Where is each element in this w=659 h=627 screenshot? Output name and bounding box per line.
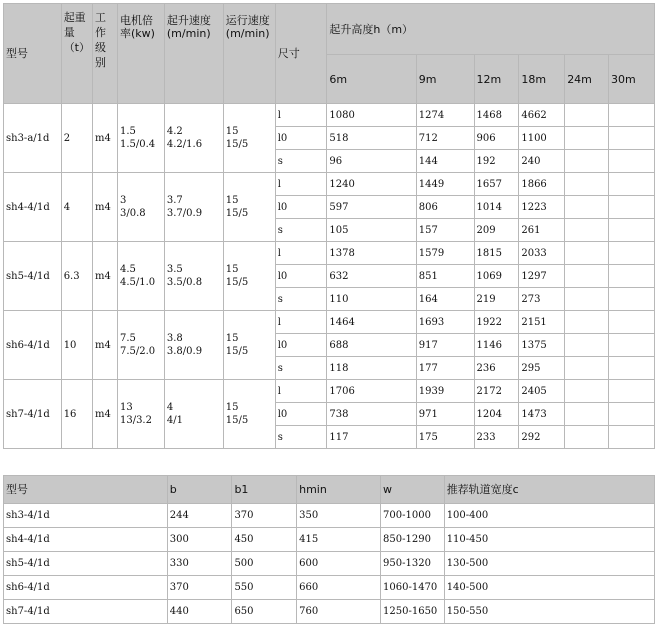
height-value-cell <box>565 219 609 242</box>
weight-cell: 10 <box>62 311 93 380</box>
motor-power-cell <box>118 380 165 449</box>
height-value-cell: 292 <box>519 426 565 449</box>
spec-row <box>4 311 655 334</box>
height-value-cell: 1693 <box>417 311 475 334</box>
size-cell: s <box>276 426 328 449</box>
height-value-cell <box>609 334 655 357</box>
dim-header-w: w <box>381 476 445 504</box>
dim-cell: 450 <box>232 528 297 552</box>
lift-speed-cell-value-dual: 4/1 <box>166 415 183 426</box>
height-value-cell: 105 <box>327 219 416 242</box>
height-value-cell: 518 <box>327 127 416 150</box>
height-value-cell: 177 <box>417 357 475 380</box>
travel-speed-cell-value-dual: 15/5 <box>225 346 249 357</box>
dim-header-b1: b1 <box>232 476 297 504</box>
height-value-cell <box>609 104 655 127</box>
travel-speed-cell <box>224 242 276 311</box>
height-value-cell: 597 <box>327 196 416 219</box>
size-cell: s <box>276 288 328 311</box>
height-value-cell <box>565 334 609 357</box>
spec-row <box>4 104 655 127</box>
height-value-cell <box>609 127 655 150</box>
motor-power-cell <box>118 242 165 311</box>
dim-cell: 150-550 <box>445 600 655 624</box>
height-value-cell <box>609 173 655 196</box>
height-value-cell: 2151 <box>519 311 565 334</box>
header-work-grade: 工作级别 <box>93 4 118 104</box>
model-cell: sh6-4/1d <box>4 311 62 380</box>
dim-header-hmin: hmin <box>297 476 381 504</box>
dim-cell: 130-500 <box>445 552 655 576</box>
height-value-cell: 192 <box>475 150 520 173</box>
height-value-cell: 96 <box>327 150 416 173</box>
height-value-cell: 1014 <box>475 196 520 219</box>
model-cell: sh7-4/1d <box>4 380 62 449</box>
height-value-cell: 1866 <box>519 173 565 196</box>
height-value-cell <box>609 219 655 242</box>
height-value-cell <box>565 288 609 311</box>
dimension-table <box>3 475 655 624</box>
lift-speed-cell <box>165 173 224 242</box>
height-value-cell <box>565 104 609 127</box>
height-value-cell <box>565 311 609 334</box>
dim-cell: 600 <box>297 552 381 576</box>
weight-cell: 6.3 <box>62 242 93 311</box>
header-height-18m: 18m <box>519 55 565 104</box>
dim-row <box>4 600 655 624</box>
spec-row <box>4 380 655 403</box>
height-value-cell <box>565 242 609 265</box>
travel-speed-cell-value-dual: 15/5 <box>225 277 249 288</box>
height-value-cell: 1468 <box>475 104 520 127</box>
height-value-cell: 240 <box>519 150 565 173</box>
height-value-cell <box>565 127 609 150</box>
dim-cell: 500 <box>232 552 297 576</box>
size-cell: l0 <box>276 265 328 288</box>
dim-cell: 660 <box>297 576 381 600</box>
height-value-cell <box>609 150 655 173</box>
height-value-cell <box>609 357 655 380</box>
height-value-cell <box>565 426 609 449</box>
header-travel-speed: 运行速度(m/min) <box>224 4 276 104</box>
height-value-cell: 1939 <box>417 380 475 403</box>
motor-power-cell-value: 4.5 <box>119 264 136 275</box>
lift-speed-cell-value: 3.8 <box>166 333 183 344</box>
lift-speed-cell-value: 4 <box>166 402 174 413</box>
dim-cell: sh3-4/1d <box>4 504 168 528</box>
height-value-cell: 2033 <box>519 242 565 265</box>
height-value-cell <box>609 311 655 334</box>
model-cell: sh3-a/1d <box>4 104 62 173</box>
hoist-spec-table <box>3 3 655 449</box>
size-cell: l0 <box>276 196 328 219</box>
header-motor-power: 电机倍率(kw) <box>118 4 165 104</box>
dim-row <box>4 504 655 528</box>
lift-speed-cell <box>165 380 224 449</box>
height-value-cell <box>565 403 609 426</box>
height-value-cell: 261 <box>519 219 565 242</box>
height-value-cell <box>565 265 609 288</box>
weight-cell: 16 <box>62 380 93 449</box>
header-height-6m: 6m <box>327 55 416 104</box>
header-height-9m: 9m <box>417 55 475 104</box>
motor-power-cell <box>118 173 165 242</box>
travel-speed-cell <box>224 173 276 242</box>
lift-speed-cell-value-dual: 3.7/0.9 <box>166 208 203 219</box>
height-value-cell <box>609 196 655 219</box>
size-cell: l0 <box>276 334 328 357</box>
spec-row <box>4 242 655 265</box>
motor-power-cell <box>118 104 165 173</box>
grade-cell: m4 <box>93 173 118 242</box>
size-cell: l <box>276 173 328 196</box>
height-value-cell: 712 <box>417 127 475 150</box>
height-value-cell: 632 <box>327 265 416 288</box>
motor-power-cell-value-dual: 3/0.8 <box>119 208 146 219</box>
dim-cell: 350 <box>297 504 381 528</box>
height-value-cell <box>609 426 655 449</box>
lift-speed-cell-value-dual: 3.5/0.8 <box>166 277 203 288</box>
dim-header-b: b <box>168 476 233 504</box>
header-height-30m: 30m <box>609 55 655 104</box>
dim-cell: 370 <box>232 504 297 528</box>
header-model: 型号 <box>4 4 62 104</box>
height-value-cell: 1922 <box>475 311 520 334</box>
grade-cell: m4 <box>93 311 118 380</box>
motor-power-cell-value-dual: 1.5/0.4 <box>119 139 156 150</box>
size-cell: l <box>276 380 328 403</box>
height-value-cell: 851 <box>417 265 475 288</box>
height-value-cell <box>609 380 655 403</box>
dim-row <box>4 552 655 576</box>
motor-power-cell-value-dual: 13/3.2 <box>119 415 152 426</box>
lift-speed-cell-value-dual: 3.8/0.9 <box>166 346 203 357</box>
header-height-12m: 12m <box>475 55 520 104</box>
height-value-cell: 175 <box>417 426 475 449</box>
lift-speed-cell <box>165 104 224 173</box>
dim-cell: 650 <box>232 600 297 624</box>
dim-header-model: 型号 <box>4 476 168 504</box>
height-value-cell: 1375 <box>519 334 565 357</box>
header-lift-weight: 起重量（t） <box>62 4 93 104</box>
dim-cell: sh6-4/1d <box>4 576 168 600</box>
motor-power-cell <box>118 311 165 380</box>
header-height-24m: 24m <box>565 55 609 104</box>
spec-row <box>4 173 655 196</box>
height-value-cell <box>609 265 655 288</box>
dim-header-track-width: 推荐轨道宽度c <box>445 476 655 504</box>
header-lift-speed: 起升速度(m/min) <box>165 4 224 104</box>
height-value-cell: 1378 <box>327 242 416 265</box>
size-cell: l <box>276 311 328 334</box>
height-value-cell: 4662 <box>519 104 565 127</box>
height-value-cell: 2172 <box>475 380 520 403</box>
dim-cell: 850-1290 <box>381 528 445 552</box>
size-cell: s <box>276 150 328 173</box>
height-value-cell <box>565 357 609 380</box>
height-value-cell: 118 <box>327 357 416 380</box>
dim-cell: 1060-1470 <box>381 576 445 600</box>
travel-speed-cell-value: 15 <box>225 333 239 344</box>
dim-cell: 440 <box>168 600 233 624</box>
height-value-cell: 1080 <box>327 104 416 127</box>
height-value-cell: 971 <box>417 403 475 426</box>
dim-row <box>4 576 655 600</box>
height-value-cell <box>565 150 609 173</box>
height-value-cell <box>565 196 609 219</box>
height-value-cell: 117 <box>327 426 416 449</box>
travel-speed-cell <box>224 380 276 449</box>
travel-speed-cell-value: 15 <box>225 402 239 413</box>
dim-cell: sh5-4/1d <box>4 552 168 576</box>
travel-speed-cell-value: 15 <box>225 195 239 206</box>
grade-cell: m4 <box>93 242 118 311</box>
height-value-cell: 1069 <box>475 265 520 288</box>
dim-cell: sh7-4/1d <box>4 600 168 624</box>
dim-cell: 244 <box>168 504 233 528</box>
height-value-cell: 1100 <box>519 127 565 150</box>
dim-cell: 550 <box>232 576 297 600</box>
motor-power-cell-value-dual: 7.5/2.0 <box>119 346 156 357</box>
size-cell: l <box>276 104 328 127</box>
size-cell: l <box>276 242 328 265</box>
grade-cell: m4 <box>93 380 118 449</box>
travel-speed-cell <box>224 104 276 173</box>
height-value-cell: 164 <box>417 288 475 311</box>
dim-cell: 700-1000 <box>381 504 445 528</box>
height-value-cell <box>609 403 655 426</box>
lift-speed-cell-value: 3.5 <box>166 264 183 275</box>
weight-cell: 4 <box>62 173 93 242</box>
lift-speed-cell-value: 4.2 <box>166 126 183 137</box>
height-value-cell: 806 <box>417 196 475 219</box>
dim-cell: 1250-1650 <box>381 600 445 624</box>
model-cell: sh4-4/1d <box>4 173 62 242</box>
height-value-cell: 1146 <box>475 334 520 357</box>
travel-speed-cell-value: 15 <box>225 264 239 275</box>
height-value-cell: 1464 <box>327 311 416 334</box>
size-cell: s <box>276 357 328 380</box>
dim-cell: 330 <box>168 552 233 576</box>
height-value-cell: 1706 <box>327 380 416 403</box>
height-value-cell: 906 <box>475 127 520 150</box>
height-value-cell: 273 <box>519 288 565 311</box>
height-value-cell: 1297 <box>519 265 565 288</box>
dim-cell: 140-500 <box>445 576 655 600</box>
height-value-cell: 1579 <box>417 242 475 265</box>
travel-speed-cell-value-dual: 15/5 <box>225 139 249 150</box>
height-value-cell: 1449 <box>417 173 475 196</box>
dim-cell: 760 <box>297 600 381 624</box>
dim-cell: 370 <box>168 576 233 600</box>
height-value-cell: 1223 <box>519 196 565 219</box>
height-value-cell: 738 <box>327 403 416 426</box>
model-cell: sh5-4/1d <box>4 242 62 311</box>
height-value-cell: 688 <box>327 334 416 357</box>
height-value-cell: 157 <box>417 219 475 242</box>
size-cell: l0 <box>276 127 328 150</box>
grade-cell: m4 <box>93 104 118 173</box>
travel-speed-cell-value-dual: 15/5 <box>225 415 249 426</box>
height-value-cell: 209 <box>475 219 520 242</box>
height-value-cell <box>565 380 609 403</box>
height-value-cell <box>609 288 655 311</box>
size-cell: l0 <box>276 403 328 426</box>
weight-cell: 2 <box>62 104 93 173</box>
motor-power-cell-value: 13 <box>119 402 133 413</box>
height-value-cell: 1657 <box>475 173 520 196</box>
header-size: 尺寸 <box>276 4 328 104</box>
header-lift-height: 起升高度h（m） <box>327 4 655 55</box>
height-value-cell: 295 <box>519 357 565 380</box>
dim-cell: 100-400 <box>445 504 655 528</box>
height-value-cell: 1473 <box>519 403 565 426</box>
height-value-cell: 110 <box>327 288 416 311</box>
height-value-cell: 1240 <box>327 173 416 196</box>
lift-speed-cell-value: 3.7 <box>166 195 183 206</box>
size-cell: s <box>276 219 328 242</box>
height-value-cell: 1204 <box>475 403 520 426</box>
height-value-cell: 144 <box>417 150 475 173</box>
height-value-cell: 219 <box>475 288 520 311</box>
lift-speed-cell <box>165 311 224 380</box>
height-value-cell: 236 <box>475 357 520 380</box>
dim-cell: 415 <box>297 528 381 552</box>
motor-power-cell-value: 7.5 <box>119 333 136 344</box>
height-value-cell: 917 <box>417 334 475 357</box>
lift-speed-cell <box>165 242 224 311</box>
dim-cell: 300 <box>168 528 233 552</box>
travel-speed-cell-value: 15 <box>225 126 239 137</box>
height-value-cell: 2405 <box>519 380 565 403</box>
dim-cell: 950-1320 <box>381 552 445 576</box>
dim-cell: 110-450 <box>445 528 655 552</box>
travel-speed-cell <box>224 311 276 380</box>
lift-speed-cell-value-dual: 4.2/1.6 <box>166 139 203 150</box>
travel-speed-cell-value-dual: 15/5 <box>225 208 249 219</box>
height-value-cell <box>609 242 655 265</box>
height-value-cell: 233 <box>475 426 520 449</box>
motor-power-cell-value: 1.5 <box>119 126 136 137</box>
height-value-cell: 1274 <box>417 104 475 127</box>
dim-row <box>4 528 655 552</box>
dim-cell: sh4-4/1d <box>4 528 168 552</box>
height-value-cell <box>565 173 609 196</box>
motor-power-cell-value-dual: 4.5/1.0 <box>119 277 156 288</box>
motor-power-cell-value: 3 <box>119 195 127 206</box>
height-value-cell: 1815 <box>475 242 520 265</box>
